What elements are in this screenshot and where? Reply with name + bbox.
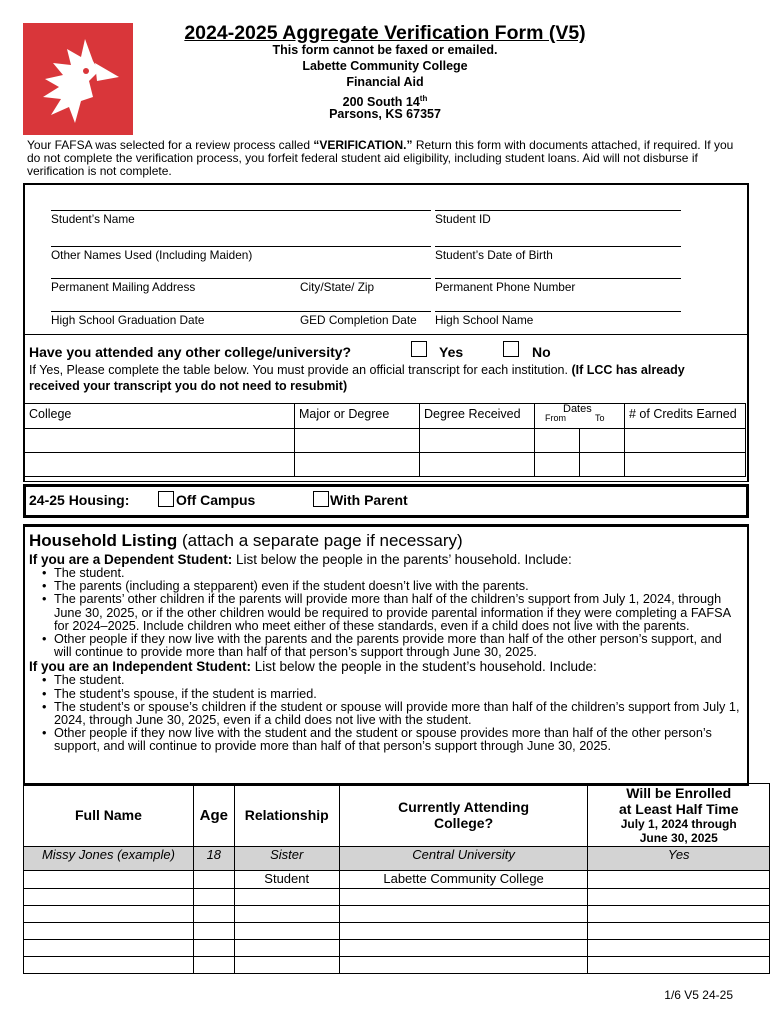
table-row[interactable] — [24, 889, 770, 906]
student-name-line[interactable] — [51, 210, 431, 211]
col-relationship-header: Relationship — [234, 784, 339, 847]
no-checkbox[interactable] — [503, 341, 519, 357]
other-college-section — [23, 334, 749, 482]
example-age: 18 — [193, 847, 234, 871]
table-row[interactable] — [25, 453, 746, 477]
table-row[interactable] — [24, 906, 770, 923]
list-item: • The student’s spouse, if the student is married. — [29, 688, 741, 701]
hs-name-line[interactable] — [435, 311, 681, 312]
list-item: • The student. — [29, 674, 741, 687]
off-campus-checkbox[interactable] — [158, 491, 174, 507]
table-row[interactable] — [25, 429, 746, 453]
col-major-header: Major or Degree — [295, 404, 420, 429]
household-table — [23, 783, 770, 974]
student-college: Labette Community College — [339, 871, 588, 889]
table-row[interactable] — [24, 940, 770, 957]
col-attending-header: Currently Attending College? — [339, 784, 588, 847]
fax-notice: This form cannot be faxed or emailed. — [272, 43, 498, 57]
col-full-name-header: Full Name — [24, 784, 194, 847]
other-names-label: Other Names Used (Including Maiden) — [51, 248, 253, 262]
form-title: 2024-2025 Aggregate Verification Form (V5) — [184, 22, 586, 44]
no-label: No — [532, 344, 551, 360]
col-college-header: College — [25, 404, 295, 429]
yes-checkbox[interactable] — [411, 341, 427, 357]
hs-name-label: High School Name — [435, 313, 534, 327]
list-item: • The student’s or spouse’s children if the student or spouse will provide more than half of the children’s support from July 1, 2024, through June 30, 2025, even if a child does not live with the student. — [29, 701, 741, 727]
dependent-block — [29, 552, 741, 754]
ged-label: GED Completion Date — [300, 313, 417, 327]
example-college: Central University — [339, 847, 588, 871]
household-instructions — [23, 524, 749, 786]
college-table — [24, 403, 746, 477]
student-id-label: Student ID — [435, 212, 491, 226]
hs-grad-label: High School Graduation Date — [51, 313, 205, 327]
student-info-section — [23, 183, 749, 336]
col-degree-header: Degree Received — [420, 404, 535, 429]
col-credits-header: # of Credits Earned — [625, 404, 746, 429]
city-state-zip-label: City/State/ Zip — [300, 280, 375, 294]
table-row[interactable] — [24, 923, 770, 940]
housing-label: 24-25 Housing: — [29, 492, 130, 508]
dob-label: Student’s Date of Birth — [435, 248, 553, 262]
col-dates-header: Dates From To — [535, 404, 625, 429]
with-parent-label: With Parent — [330, 492, 408, 508]
yes-label: Yes — [439, 344, 464, 360]
table-row[interactable] — [24, 957, 770, 974]
dependent-list — [29, 567, 741, 659]
example-name: Missy Jones (example) — [24, 847, 194, 871]
col-age-header: Age — [193, 784, 234, 847]
address-street: 200 South 14th — [342, 94, 428, 110]
cardinal-logo-icon — [23, 23, 133, 135]
college-logo — [23, 23, 133, 135]
student-name-label: Student’s Name — [51, 212, 135, 226]
phone-line[interactable] — [435, 278, 681, 279]
independent-list — [29, 674, 741, 753]
student-id-line[interactable] — [435, 210, 681, 211]
list-item: • Other people if they now live with the student and the student or spouse provides more than half of the other person’s support, and will continue to provide more than half of that person’s support through June 30, 2025. — [29, 727, 741, 753]
address-city: Parsons, KS 67357 — [329, 107, 441, 121]
other-college-question: Have you attended any other college/university? — [29, 344, 352, 360]
household-heading: Household Listing (attach a separate page if necessary) — [29, 531, 463, 550]
list-item: • The student. — [29, 567, 741, 580]
intro-paragraph: Your FAFSA was selected for a review process called “VERIFICATION.” Return this form with documents attached, if required. If you do not complete the verification process, you forfeit federal student aid eligibility, including student loans. Aid will not disburse if verification is not complete. — [27, 138, 734, 179]
mailing-address-line[interactable] — [51, 278, 431, 279]
example-row — [24, 847, 770, 871]
col-enrolled-header: Will be Enrolled at Least Half Time July 1, 2024 through June 30, 2025 — [588, 784, 770, 847]
page-footer: 1/6 V5 24-25 — [664, 988, 733, 1002]
office-name: Financial Aid — [346, 75, 424, 89]
mailing-address-label: Permanent Mailing Address — [51, 280, 196, 294]
list-item: • The parents (including a stepparent) even if the student doesn’t live with the parents. — [29, 580, 741, 593]
list-item: • Other people if they now live with the parents and the parents provide more than half of the other person’s support, and will continue to provide more than half of that person’s support through June 30, 2025. — [29, 633, 741, 659]
example-relationship: Sister — [234, 847, 339, 871]
table-row[interactable] — [24, 871, 770, 889]
dob-line[interactable] — [435, 246, 681, 247]
list-item: • The parents’ other children if the parents will provide more than half of the children’s support from July 1, 2024, through June 30, 2025, or if the other children would be required to provide parental information if they were completing a FAFSA for 2024–2025. Include children who meet either of these standards, even if a child does not live with the parents. — [29, 593, 741, 633]
example-enrolled: Yes — [588, 847, 770, 871]
college-name: Labette Community College — [302, 59, 468, 73]
phone-label: Permanent Phone Number — [435, 280, 576, 294]
off-campus-label: Off Campus — [176, 492, 256, 508]
with-parent-checkbox[interactable] — [313, 491, 329, 507]
independent-intro: If you are an Independent Student: List below the people in the student’s household. Include: — [29, 659, 597, 675]
student-relationship: Student — [234, 871, 339, 889]
dependent-intro: If you are a Dependent Student: List below the people in the parents’ household. Include: — [29, 552, 572, 567]
housing-section — [23, 484, 749, 518]
transcript-instruction: If Yes, Please complete the table below. You must provide an official transcript for each institution. (If LCC has already received your transcript you do not need to resubmit) — [29, 363, 685, 393]
other-names-line[interactable] — [51, 246, 431, 247]
hs-grad-line[interactable] — [51, 311, 431, 312]
